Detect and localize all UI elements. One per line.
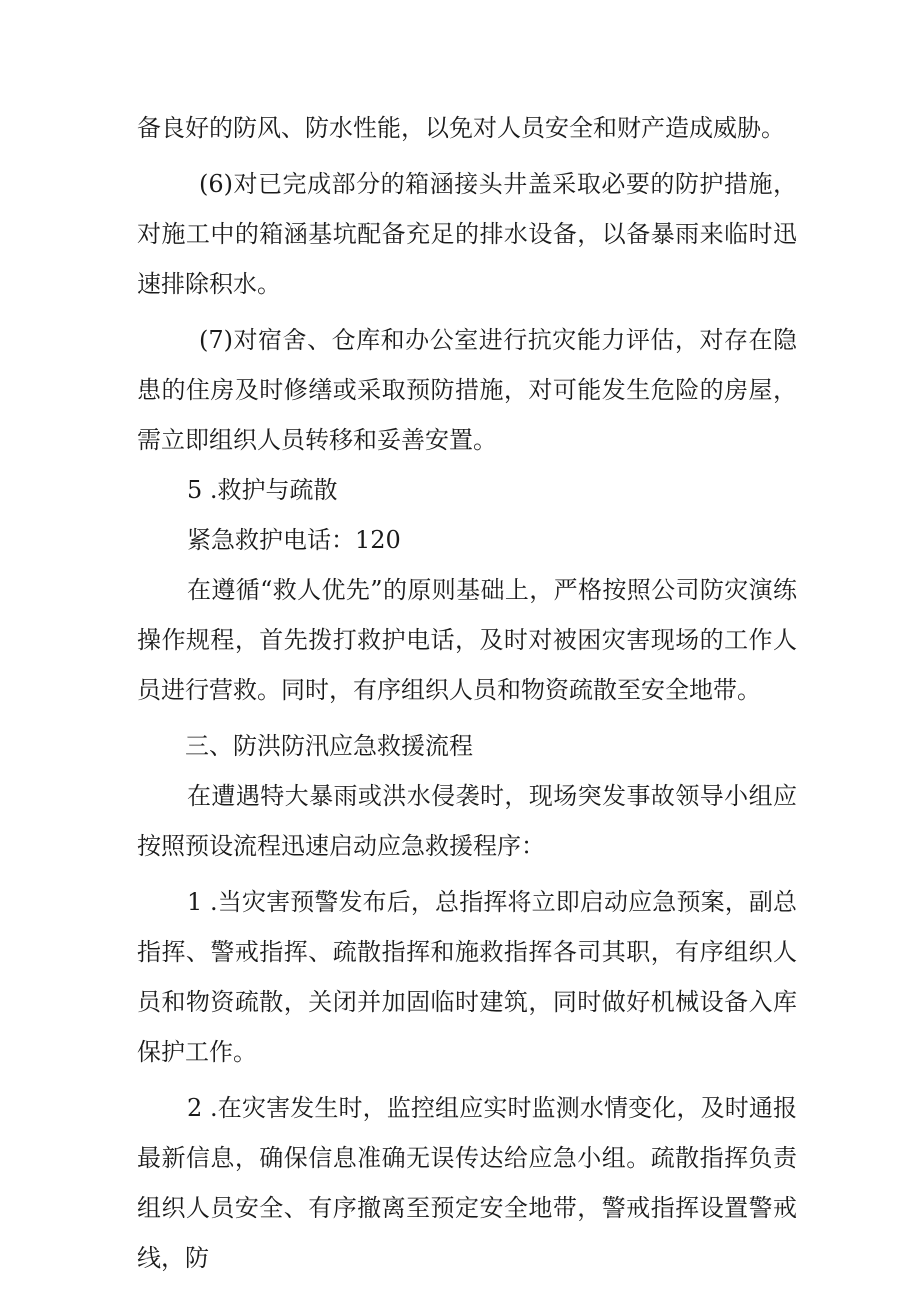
paragraph-intro-procedure: 在遭遇特大暴雨或洪水侵袭时，现场突发事故领导小组应按照预设流程迅速启动应急救援程序： (137, 782, 797, 860)
section-heading-3: 三、防洪防汛应急救援流程 (185, 732, 473, 760)
paragraph-step-1: 1 .当灾害预警发布后，总指挥将立即启动应急预案，副总指挥、警戒指挥、疏散指挥和施救指挥各司其职，有序组织人员和物资疏散，关闭并加固临时建筑，同时做好机械设备入库保护工作。 (137, 888, 797, 1066)
paragraph-rescue-priority: 在遵循“救人优先”的原则基础上，严格按照公司防灾演练操作规程，首先拨打救护电话，及时对被困灾害现场的工作人员进行营救。同时，有序组织人员和物资疏散至安全地带。 (137, 576, 797, 704)
paragraph-step-2: 2 .在灾害发生时，监控组应实时监测水情变化，及时通报最新信息，确保信息准确无误传达给应急小组。疏散指挥负责组织人员安全、有序撤离至预定安全地带，警戒指挥设置警戒线，防 (137, 1094, 797, 1272)
paragraph-continuation: 备良好的防风、防水性能，以免对人员安全和财产造成威胁。 (137, 114, 785, 142)
paragraph-item-6: (6)对已完成部分的箱涵接头井盖采取必要的防护措施，对施工中的箱涵基坑配备充足的排水设备，以备暴雨来临时迅速排除积水。 (137, 170, 797, 298)
document-page (137, 103, 797, 1283)
paragraph-item-7: (7)对宿舍、仓库和办公室进行抗灾能力评估，对存在隐患的住房及时修缮或采取预防措施，对可能发生危险的房屋，需立即组织人员转移和妥善安置。 (137, 326, 797, 454)
subheading-rescue-evacuation: 5 .救护与疏散 (187, 476, 338, 504)
emergency-phone: 紧急救护电话：120 (187, 526, 401, 554)
